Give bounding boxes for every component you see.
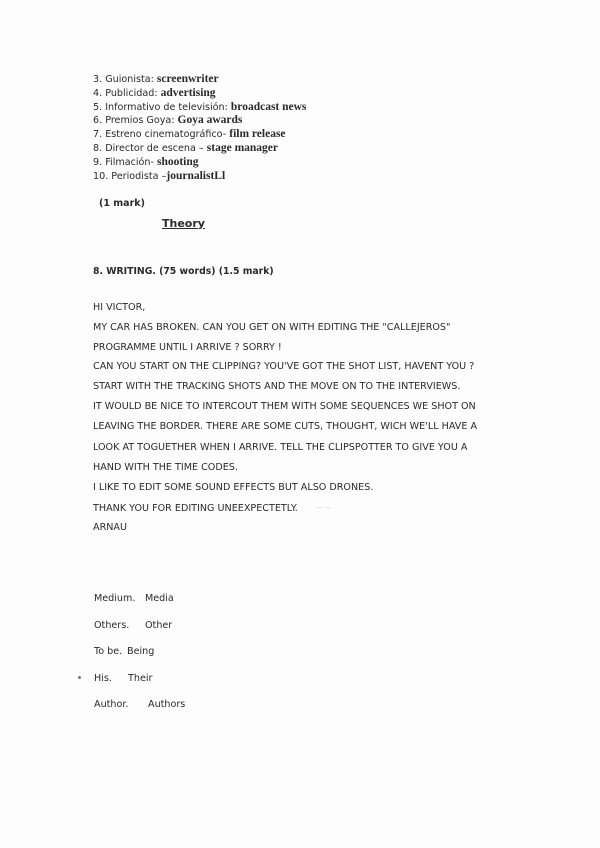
letter-line: LEAVING THE BORDER. THERE ARE SOME CUTS, THOUGHT, WICH WE'LL HAVE A xyxy=(93,421,478,433)
letter-greeting: HI VICTOR, xyxy=(93,302,146,313)
writing-task-title: 8. WRITING. (75 words) (1.5 mark) xyxy=(93,266,274,277)
english-term: journalistLl xyxy=(166,169,226,182)
wrong-word: Author. xyxy=(94,699,129,710)
vocabulary-item xyxy=(93,128,306,142)
english-term: Goya awards xyxy=(177,114,243,127)
spanish-term: 10. Periodista – xyxy=(93,170,167,182)
wrong-word: Medium. xyxy=(94,593,136,604)
corrected-word: Media xyxy=(145,593,174,604)
wrong-word: To be. xyxy=(94,646,123,657)
spanish-term: 3. Guionista: xyxy=(93,74,157,85)
vocabulary-item xyxy=(93,156,306,170)
english-term: film release xyxy=(229,128,286,141)
corrected-word: Their xyxy=(128,672,153,684)
stray-dot xyxy=(78,676,81,679)
vocabulary-item xyxy=(93,101,306,115)
letter-line: THANK YOU FOR EDITING UNEEXPECTETLY. xyxy=(93,502,298,514)
corrected-word: Being xyxy=(127,646,155,657)
section-heading-theory: Theory xyxy=(162,217,205,230)
letter-line: I LIKE TO EDIT SOME SOUND EFFECTS BUT ALSO DRONES. xyxy=(93,482,374,494)
english-term: shooting xyxy=(156,155,199,168)
letter-body xyxy=(93,298,503,537)
letter-signature: ARNAU xyxy=(93,521,127,533)
mark-label: (1 mark) xyxy=(99,198,145,209)
wrong-word: His. xyxy=(94,672,112,684)
letter-line: HAND WITH THE TIME CODES. xyxy=(93,462,238,474)
corrected-word: Other xyxy=(145,619,173,631)
wrong-word: Others. xyxy=(94,619,130,631)
spanish-term: 9. Filmación- xyxy=(93,156,157,168)
corrected-word: Authors xyxy=(148,699,186,710)
english-term: advertising xyxy=(160,86,216,99)
vocabulary-list xyxy=(93,73,306,183)
spanish-term: 7. Estreno cinematográfico- xyxy=(93,129,230,141)
english-term: broadcast news xyxy=(230,100,307,113)
vocabulary-item xyxy=(93,114,306,128)
english-term: stage manager xyxy=(206,141,278,154)
spanish-term: 4. Publicidad: xyxy=(93,87,161,99)
letter-line: LOOK AT TOGUETHER WHEN I ARRIVE. TELL THE CLIPSPOTTER TO GIVE YOU A xyxy=(93,441,468,453)
english-term: screenwriter xyxy=(156,73,219,85)
letter-line: START WITH THE TRACKING SHOTS AND THE MOVE ON TO THE INTERVIEWS. xyxy=(93,380,461,392)
spanish-term: 8. Director de escena – xyxy=(93,142,207,154)
letter-line: IT WOULD BE NICE TO INTERCOUT THEM WITH SOME SEQUENCES WE SHOT ON xyxy=(93,401,476,413)
faint-pencil-mark: ~·~ xyxy=(316,503,332,512)
vocabulary-item xyxy=(93,73,306,87)
letter-line: MY CAR HAS BROKEN. CAN YOU GET ON WITH EDITING THE "CALLEJEROS" xyxy=(93,322,451,334)
vocabulary-item xyxy=(93,87,306,101)
spanish-term: 6. Premios Goya: xyxy=(93,115,178,127)
vocabulary-item xyxy=(93,170,306,184)
spanish-term: 5. Informativo de televisión: xyxy=(93,101,231,113)
vocabulary-item xyxy=(93,142,306,156)
letter-line: CAN YOU START ON THE CLIPPING? YOU'VE GOT THE SHOT LIST, HAVENT YOU ? xyxy=(93,360,475,372)
letter-line: PROGRAMME UNTIL I ARRIVE ? SORRY ! xyxy=(93,341,282,353)
